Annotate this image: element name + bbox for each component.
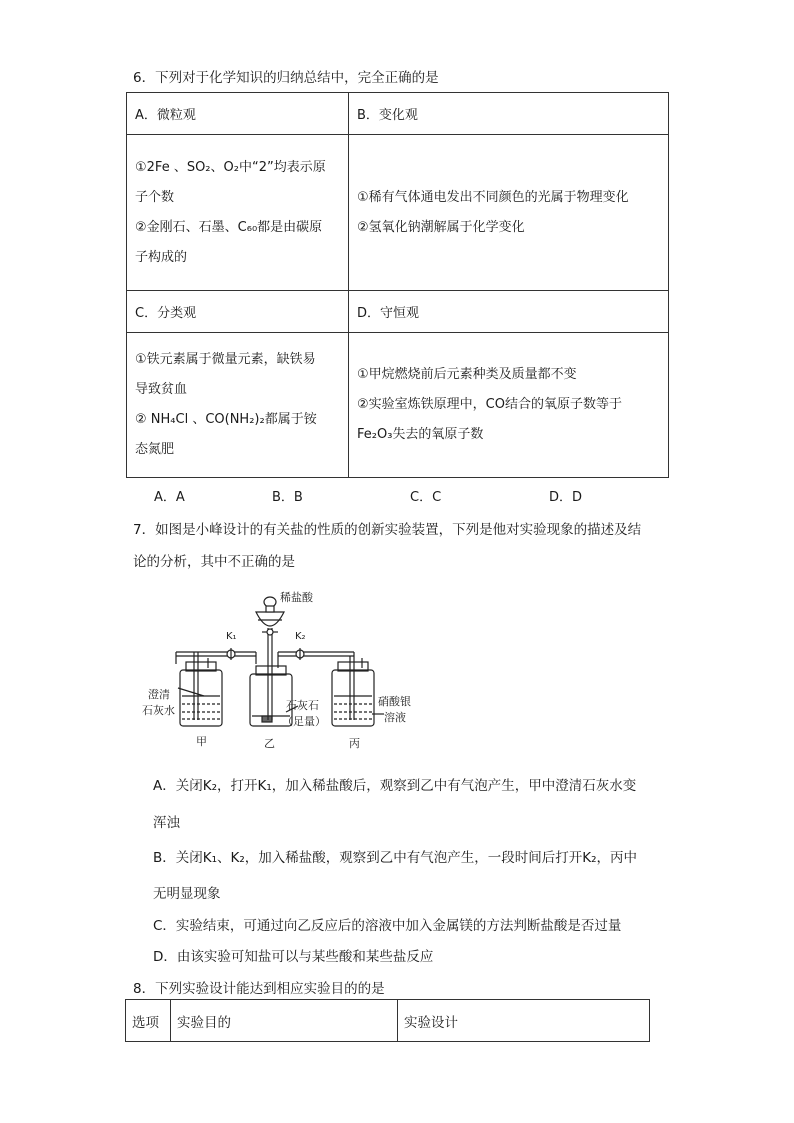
fig-label-yi: 乙 <box>264 737 275 750</box>
q8-table <box>125 999 650 1042</box>
q6-stem: 6．下列对于化学知识的归纳总结中，完全正确的是 <box>133 70 439 86</box>
q8-header-option: 选项 <box>126 1000 171 1042</box>
q6-option-c[interactable]: C．C <box>410 490 442 505</box>
q6-cell-a <box>127 135 349 291</box>
q7-option-b-line2: 无明显现象 <box>153 886 221 902</box>
q6-b-line: ②氢氧化钠潮解属于化学变化 <box>357 219 525 235</box>
q6-a-line: 子构成的 <box>135 249 188 265</box>
q8-header-design: 实验设计 <box>398 1000 650 1042</box>
q6-a-line: ①2Fe 、SO₂、O₂中“2”均表示原 <box>135 159 326 175</box>
q6-d-line: Fe₂O₃失去的氧原子数 <box>357 427 484 442</box>
fig-label-left-2: 石灰水 <box>142 704 175 717</box>
q6-cell-d <box>349 333 669 478</box>
q6-c-line: ①铁元素属于微量元素，缺铁易 <box>135 352 316 367</box>
q7-option-c[interactable]: C．实验结束，可通过向乙反应后的溶液中加入金属镁的方法判断盐酸是否过量 <box>153 918 622 934</box>
q6-c-line: ② NH₄Cl 、CO(NH₂)₂都属于铵 <box>135 412 317 427</box>
q6-cell-c <box>127 333 349 478</box>
q6-d-line: ②实验室炼铁原理中，CO结合的氧原子数等于 <box>357 397 622 412</box>
fig-label-k1: K₁ <box>226 631 237 642</box>
q6-c-line: 态氮肥 <box>135 442 175 457</box>
fig-label-right-1: 硝酸银 <box>378 695 411 708</box>
q6-option-a[interactable]: A．A <box>154 490 185 505</box>
q6-a-line: 子个数 <box>135 189 175 205</box>
q6-a-line: ②金刚石、石墨、C₆₀都是由碳原 <box>135 219 323 235</box>
fig-label-right-2: 溶液 <box>384 711 406 724</box>
fig-label-mid-2: （足量） <box>282 715 326 728</box>
fig-label-jia: 甲 <box>196 735 207 748</box>
q7-stem-line2: 论的分析，其中不正确的是 <box>133 554 295 570</box>
q6-c-line: 导致贫血 <box>135 382 188 397</box>
fig-label-mid-1: 石灰石 <box>286 699 319 712</box>
fig-label-bing: 丙 <box>349 737 360 750</box>
q6-cell-d-header: D．守恒观 <box>349 291 669 333</box>
q6-cell-c-header: C．分类观 <box>127 291 349 333</box>
q6-cell-b-header: B．变化观 <box>349 93 669 135</box>
q8-header-goal: 实验目的 <box>171 1000 398 1042</box>
fig-label-acid: 稀盐酸 <box>280 591 313 604</box>
q7-apparatus-figure <box>138 588 428 753</box>
q6-option-b[interactable]: B．B <box>272 490 303 505</box>
q7-stem-line1: 7．如图是小峰设计的有关盐的性质的创新实验装置，下列是他对实验现象的描述及结 <box>133 522 642 538</box>
q6-b-line: ①稀有气体通电发出不同颜色的光属于物理变化 <box>357 189 629 205</box>
q7-option-b-line1[interactable]: B．关闭K₁、K₂，加入稀盐酸，观察到乙中有气泡产生，一段时间后打开K₂，丙中 <box>153 850 638 866</box>
q6-table <box>126 92 669 478</box>
fig-label-k2: K₂ <box>295 631 306 642</box>
q8-stem: 8．下列实验设计能达到相应实验目的的是 <box>133 981 385 997</box>
q7-option-a-line2: 浑浊 <box>153 815 180 831</box>
q6-cell-a-header: A．微粒观 <box>127 93 349 135</box>
q6-option-d[interactable]: D．D <box>549 490 583 505</box>
fig-label-left-1: 澄清 <box>148 688 170 701</box>
q6-cell-b <box>349 135 669 291</box>
q7-option-d[interactable]: D．由该实验可知盐可以与某些酸和某些盐反应 <box>153 949 434 965</box>
q6-d-line: ①甲烷燃烧前后元素种类及质量都不变 <box>357 367 577 382</box>
q7-option-a-line1[interactable]: A．关闭K₂，打开K₁，加入稀盐酸后，观察到乙中有气泡产生，甲中澄清石灰水变 <box>153 778 637 794</box>
